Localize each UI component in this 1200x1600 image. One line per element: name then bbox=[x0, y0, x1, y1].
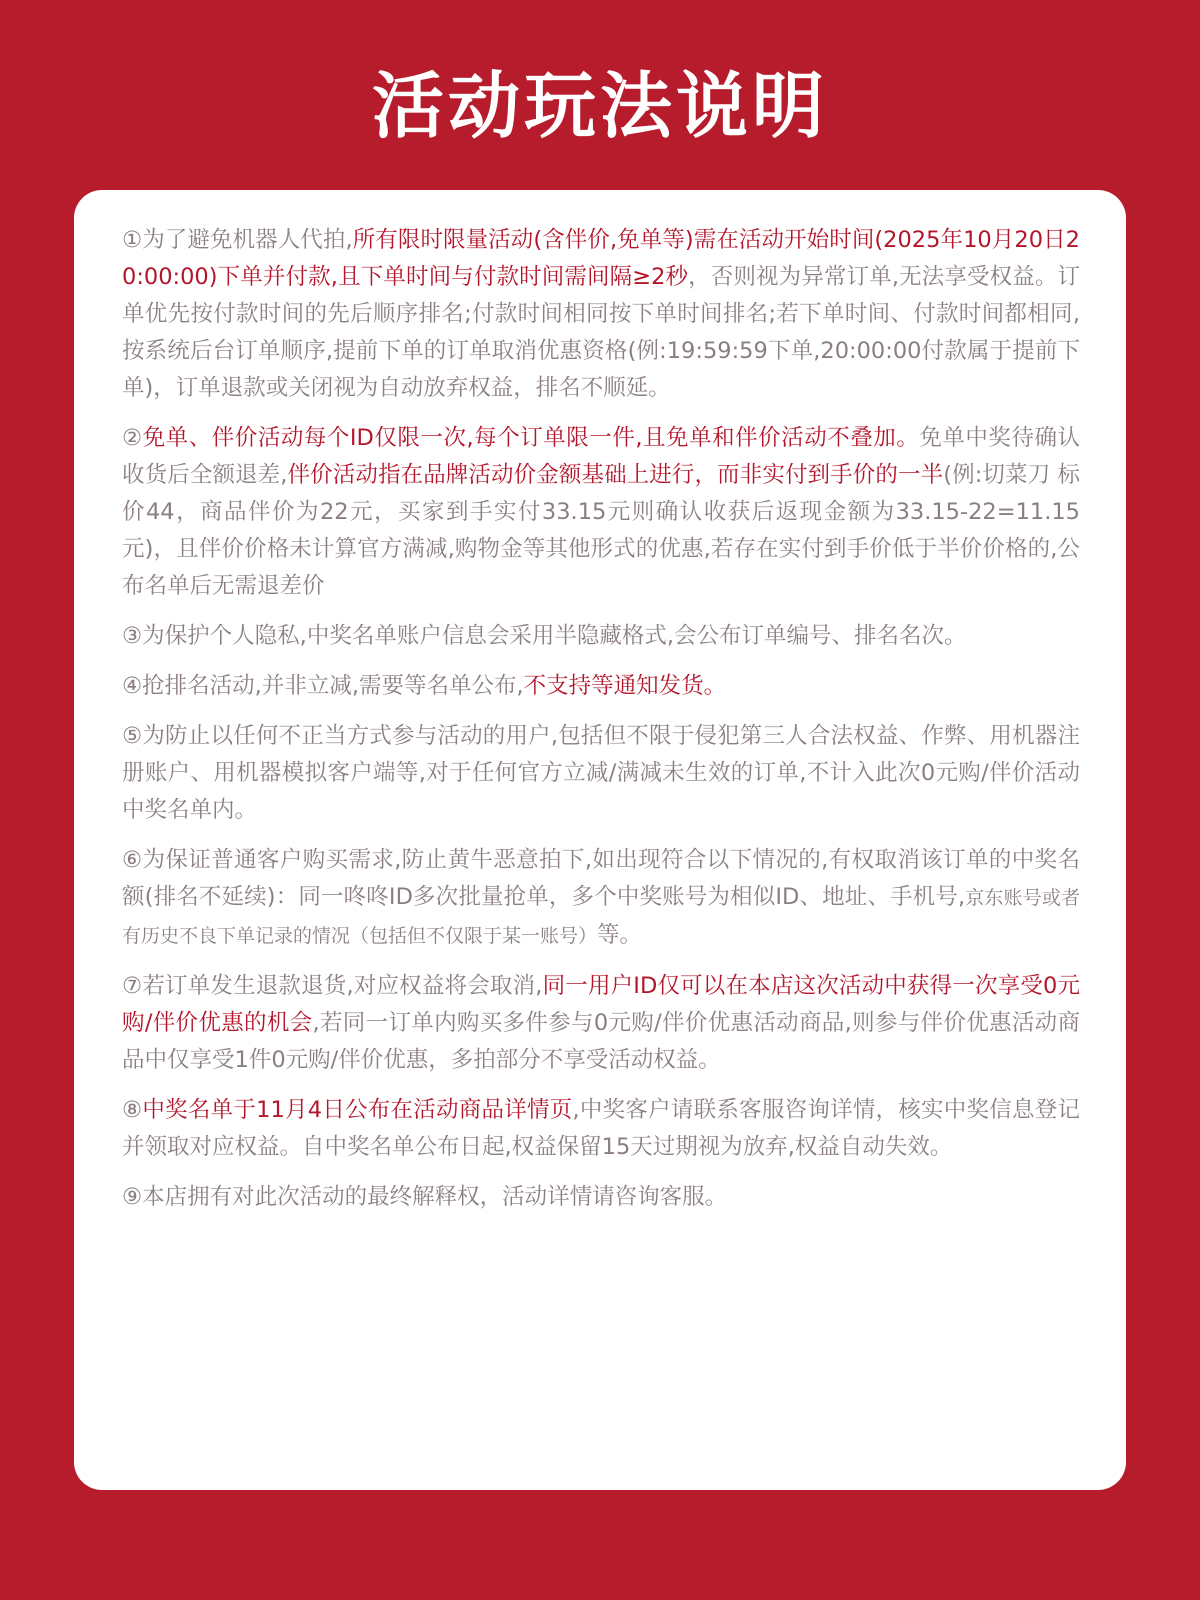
rule-item-1 bbox=[122, 222, 1080, 407]
rule-text: ② bbox=[122, 425, 143, 451]
rule-text: ④抢排名活动,并非立减,需要等名单公布, bbox=[122, 673, 524, 699]
rule-item-7 bbox=[122, 968, 1080, 1079]
rule-item-4 bbox=[122, 668, 1080, 705]
highlighted-text: 伴价活动指在品牌活动价金额基础上进行，而非实付到手价的一半 bbox=[287, 462, 944, 488]
rule-item-8 bbox=[122, 1092, 1080, 1166]
rule-text: (例:切菜刀 标价44，商品伴价为22元，买家到手实付33.15元则确认收获后返现金额为33.15-22=11.15元)，且伴价价格未计算官方满减,购物金等其他形式的优惠,若存在实付到手价低于半价价格的,公布名单后无需退差价 bbox=[122, 462, 1080, 599]
rule-text: ⑦若订单发生退款退货,对应权益将会取消, bbox=[122, 973, 543, 999]
highlighted-text: 所有限时限量活动(含伴价,免单等)需在活动开始时间(2025年10月20日20:00:00)下单并付款,且下单时间与付款时间需间隔≥2秒 bbox=[122, 227, 1080, 290]
rule-item-5 bbox=[122, 718, 1080, 829]
rule-item-6 bbox=[122, 842, 1080, 955]
rule-text: ⑤为防止以任何不正当方式参与活动的用户,包括但不限于侵犯第三人合法权益、作弊、用机器注册账户、用机器模拟客户端等,对于任何官方立减/满减未生效的订单,不计入此次0元购/伴价活动中奖名单内。 bbox=[122, 723, 1080, 823]
highlighted-text: 不支持等通知发货。 bbox=[523, 673, 727, 699]
page-title: 活动玩法说明 bbox=[371, 64, 828, 148]
rule-item-2 bbox=[122, 420, 1080, 605]
rule-text: ⑨本店拥有对此次活动的最终解释权，活动详情请咨询客服。 bbox=[122, 1184, 728, 1210]
rule-text: ③为保护个人隐私,中奖名单账户信息会采用半隐藏格式,会公布订单编号、排名名次。 bbox=[122, 623, 967, 649]
highlighted-text: 中奖名单于11月4日公布在活动商品详情页 bbox=[142, 1097, 573, 1123]
rule-text: ①为了避免机器人代拍, bbox=[122, 227, 353, 253]
rules-card bbox=[74, 190, 1126, 1490]
rule-item-9 bbox=[122, 1179, 1080, 1216]
rule-text: ⑧ bbox=[122, 1097, 143, 1123]
rule-text: 免单中奖待确认收货后全额退差, bbox=[122, 425, 1080, 488]
rule-text: 等。 bbox=[597, 922, 643, 948]
rule-text: ，否则视为异常订单,无法享受权益。订单优先按付款时间的先后顺序排名;付款时间相同按下单时间排名;若下单时间、付款时间都相同,按系统后台订单顺序,提前下单的订单取消优惠资格(例:19:59:59下单,20:00:00付款属于提前下单)，订单退款或关闭视为自动放弃权益，排名不顺延。 bbox=[122, 264, 1081, 401]
highlighted-text: 同一用户ID仅可以在本店这次活动中获得一次享受0元购/伴价优惠的机会 bbox=[122, 973, 1081, 1036]
rule-text: 京东账号或者有历史不良下单记录的情况（包括但不仅限于某一账号） bbox=[122, 887, 1080, 947]
highlighted-text: 免单、伴价活动每个ID仅限一次,每个订单限一件,且免单和伴价活动不叠加。 bbox=[142, 425, 920, 451]
rule-text: ⑥为保证普通客户购买需求,防止黄牛恶意拍下,如出现符合以下情况的,有权取消该订单的中奖名额(排名不延续)：同一咚咚ID多次批量抢单，多个中奖账号为相似ID、地址、手机号, bbox=[122, 847, 1080, 910]
rule-text: ,若同一订单内购买多件参与0元购/伴价优惠活动商品,则参与伴价优惠活动商品中仅享受1件0元购/伴价优惠，多拍部分不享受活动权益。 bbox=[122, 1010, 1080, 1073]
rule-text: ,中奖客户请联系客服咨询详情，核实中奖信息登记并领取对应权益。自中奖名单公布日起,权益保留15天过期视为放弃,权益自动失效。 bbox=[122, 1097, 1081, 1160]
rule-item-3 bbox=[122, 618, 1080, 655]
